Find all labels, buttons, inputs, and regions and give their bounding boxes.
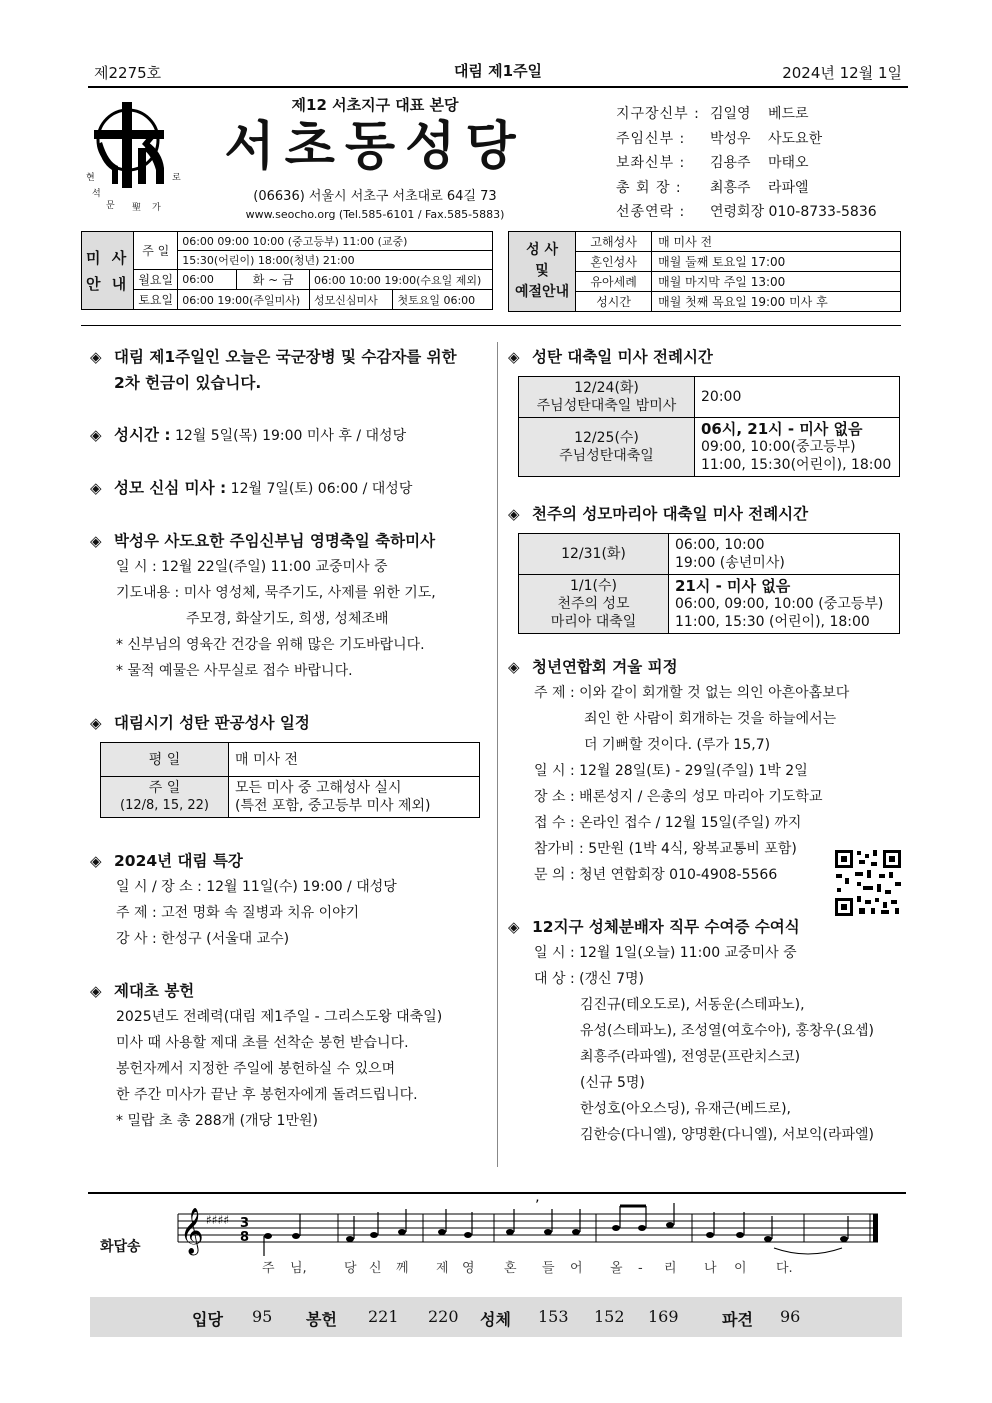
notice-heading: ◈ 제대초 봉헌 [90,978,490,1004]
communion-hymn: 152 [594,1307,625,1326]
logo-char: 석 [92,189,101,199]
hymn-numbers-bar [90,1297,902,1337]
lyric-syllable: 당 [344,1261,357,1276]
notice-line: 일 시 : 12월 1일(오늘) 11:00 교중미사 중 [534,945,797,961]
offertory-hymn: 221 [368,1307,399,1326]
entrance-label: 입당 [192,1310,223,1329]
sunday-times-2: 15:30(어린이) 18:00(청년) 21:00 [178,251,493,270]
weekday-times: 06:00 10:00 19:00(수요일 제외) [309,270,492,290]
notice-line: 일 시 : 12월 22일(주일) 11:00 교중미사 중 [116,559,388,575]
offertory-hymn: 220 [428,1307,459,1326]
diamond-icon: ◈ [90,982,102,1000]
notice-line: 유성(스테파노), 조성열(여호수아), 홍창우(요셉) [580,1023,875,1039]
sacrament-time: 매월 첫째 목요일 19:00 미사 후 [652,292,901,312]
notice-line: 더 기뻐할 것이다. (루가 15,7) [584,737,771,753]
weekday-label: 화 ~ 금 [237,270,310,290]
notice-heading: ◈ 2024년 대림 특강 [90,848,490,874]
sacrament-time: 매월 마지막 주일 13:00 [652,272,901,292]
recessional-label: 파견 [722,1310,753,1329]
first-saturday-times: 첫토요일 06:00 [393,290,493,310]
svg-text:𝄞: 𝄞 [180,1208,204,1254]
notice-line: 최흥주(라파엘), 전영문(프란치스코) [580,1049,801,1065]
diamond-icon: ◈ [90,426,102,444]
sunday-times-1: 06:00 09:00 10:00 (중고등부) 11:00 (교중) [178,232,493,251]
notice-line: 주모경, 화살기도, 희생, 성체조배 [186,611,389,627]
notice-line: 김진규(테오도로), 서동운(스테파노), [580,997,805,1013]
notice-line: 기도내용 : 미사 영성체, 묵주기도, 사제를 위한 기도, [116,585,436,601]
sacrament-name: 유아세례 [576,272,652,292]
header-title-block [200,94,550,221]
lyric-syllable: 나 [704,1261,717,1276]
diamond-icon: ◈ [90,714,102,732]
sacrament-table [508,231,901,312]
notice-heading: ◈ 대림 제1주일인 오늘은 국군장병 및 수감자를 위한 2차 헌금이 있습니다. [90,344,490,396]
lyric-syllable: 혼 [504,1261,517,1276]
diamond-icon: ◈ [90,852,102,870]
church-logo [86,96,192,216]
sacrament-header: 성 사 및 예절안내 [509,232,576,312]
lyric-syllable: - [638,1261,643,1276]
lyric-syllable: 리 [664,1261,677,1276]
lyric-syllable: 올 [610,1261,623,1276]
notice-heading: ◈ 천주의 성모마리아 대축일 미사 전례시간 [508,501,903,527]
staff-list [616,102,877,225]
mary-mass-table: 12/31(화) 06:00, 10:00 19:00 (송년미사) 1/1(수) 천주의 성모 마리아 대축일 21시 - 미사 없음 06:00, 09:00, 10:00 (중고등부) 11:00, 15:30 (어린이), 18:00 [518,533,900,634]
section-divider [81,325,901,326]
logo-char: 현 [86,173,95,183]
saturday-times: 06:00 19:00(주일미사) [178,290,310,310]
svg-text:8: 8 [240,1230,250,1245]
lyric-syllable: 영 [462,1261,475,1276]
notice-line: 주 제 : 이와 같이 회개할 것 없는 의인 아흔아홉보다 [534,685,850,701]
offertory-label: 봉헌 [306,1310,337,1329]
entrance-hymn: 95 [252,1307,273,1326]
monday-label: 월요일 [134,270,178,290]
staff-row: 지구장신부 : 김일영 베드로 [616,106,809,122]
notice-line: 참가비 : 5만원 (1박 4식, 왕복교통비 포함) [534,841,797,857]
lyric-syllable: 어 [570,1261,583,1276]
mass-header: 미 사 안 내 [82,232,134,310]
notice-line: 미사 때 사용할 제대 초를 선착순 봉헌 받습니다. [116,1035,409,1051]
notice-line: * 신부님의 영육간 건강을 위해 많은 기도바랍니다. [116,637,425,653]
marian-mass-label: 성모신심미사 [309,290,392,310]
deanery-subtitle: 제12 서초지구 대표 본당 [291,96,459,114]
communion-hymn: 169 [648,1307,679,1326]
notice-heading: ◈ 성탄 대축일 미사 전례시간 [508,344,903,370]
saturday-label: 토요일 [134,290,178,310]
notice-line: 한성호(아오스딩), 유재근(베드로), [580,1101,792,1117]
sunday-label: 주 일 [134,232,178,270]
lyric-syllable: 신 [369,1261,382,1276]
notice-line: 주 제 : 고전 명화 속 질병과 치유 이야기 [116,905,360,921]
notice-heading: ◈ 대림시기 성탄 판공성사 일정 [90,710,490,736]
notice-line: (신규 5명) [580,1075,645,1091]
top-bar [88,58,908,88]
staff-row: 보좌신부 : 김용주 마태오 [616,155,809,171]
notice-line: 접 수 : 온라인 접수 / 12월 15일(주일) 까지 [534,815,802,831]
recessional-hymn: 96 [780,1307,801,1326]
notice-line: 김한승(다니엘), 양명환(다니엘), 서보익(라파엘) [580,1127,875,1143]
diamond-icon: ◈ [508,348,520,366]
notice-line: 장 소 : 배론성지 / 은총의 성모 마리아 기도학교 [534,789,823,805]
psalm-score [88,1192,906,1282]
church-contact: www.seocho.org (Tel.585-6101 / Fax.585-5883) [245,208,505,221]
church-address: (06636) 서울시 서초구 서초대로 64길 73 [253,189,497,204]
notice-line: 문 의 : 청년 연합회장 010-4908-5566 [534,867,778,883]
monday-times: 06:00 [178,270,237,290]
notice-line: 한 주간 미사가 끝난 후 봉헌자에게 돌려드립니다. [116,1087,418,1103]
notice-heading: ◈ 박성우 사도요한 주임신부님 영명축일 축하미사 [90,528,490,554]
notice-line: * 밀랍 초 총 288개 (개당 1만원) [116,1113,318,1129]
diamond-icon: ◈ [508,918,520,936]
left-column [90,344,490,1134]
communion-hymn: 153 [538,1307,569,1326]
qr-code-icon[interactable] [833,848,903,918]
christmas-mass-table: 12/24(화) 주님성탄대축일 밤미사 20:00 12/25(수) 주님성탄대축일 06시, 21시 - 미사 없음 09:00, 10:00(중고등부) 11:00, 15:30(어린이), 18:00 [518,376,900,477]
notice-line: 2025년도 전례력(대림 제1주일 - 그리스도왕 대축일) [116,1009,443,1025]
lyric-syllable: 주 [262,1261,275,1276]
logo-char: 가 [152,203,161,213]
notice-line: * 물적 예물은 사무실로 접수 바랍니다. [116,663,353,679]
logo-char: 문 [106,201,115,211]
notice-line: 봉헌자께서 지정한 주일에 봉헌하실 수 있으며 [116,1061,396,1077]
confession-table: 평 일 매 미사 전 주 일 (12/8, 15, 22) 모든 미사 중 고해성사 실시 (특전 포함, 중고등부 미사 제외) [100,742,480,818]
sacrament-name: 성시간 [576,292,652,312]
diamond-icon: ◈ [508,658,520,676]
staff-row: 선종연락 : 연령회장 010-8733-5836 [616,204,877,220]
notice-marian-mass: ◈ 성모 신심 미사 : 12월 7일(토) 06:00 / 대성당 [90,475,490,502]
logo-char: 로 [172,173,181,183]
notice-line: 일 시 / 장 소 : 12월 11일(수) 19:00 / 대성당 [116,879,397,895]
svg-text:♯♯♯♯: ♯♯♯♯ [206,1213,230,1227]
mass-schedule-table [81,231,493,310]
notice-heading: ◈ 청년연합회 겨울 피정 [508,654,903,680]
lyric-syllable: 들 [542,1261,555,1276]
notice-heading: ◈ 12지구 성체분배자 직무 수여증 수여식 [508,914,903,940]
diamond-icon: ◈ [90,348,102,366]
sacrament-time: 매 미사 전 [652,232,901,252]
diamond-icon: ◈ [90,479,102,497]
right-column [508,344,903,1148]
staff-row: 총 회 장 : 최흥주 라파엘 [616,179,809,196]
lyric-syllable: 께 [396,1261,409,1276]
lyric-syllable: 제 [436,1261,449,1276]
notice-line: 강 사 : 한성구 (서울대 교수) [116,931,290,947]
lyric-syllable: 다. [776,1261,793,1276]
svg-text:’: ’ [535,1198,540,1214]
liturgical-sunday: 대림 제1주일 [453,62,543,80]
svg-text:3: 3 [240,1216,250,1231]
staff-row: 주임신부 : 박성우 사도요한 [616,130,823,147]
lyric-syllable: 이 [734,1261,747,1276]
communion-label: 성체 [480,1310,511,1329]
notice-holy-hour: ◈ 성시간 : 12월 5일(목) 19:00 미사 후 / 대성당 [90,422,490,449]
sacrament-name: 고해성사 [576,232,652,252]
lyric-syllable: 님, [290,1261,307,1276]
issue-date: 2024년 12월 1일 [782,64,902,82]
psalm-label: 화답송 [100,1239,141,1255]
church-name: 서초동성당 [224,117,526,177]
diamond-icon: ◈ [508,505,520,523]
column-divider [497,342,498,1167]
diamond-icon: ◈ [90,532,102,550]
sacrament-name: 혼인성사 [576,252,652,272]
notice-line: 죄인 한 사람이 회개하는 것을 하늘에서는 [584,711,837,727]
sacrament-time: 매월 둘째 토요일 17:00 [652,252,901,272]
notice-line: 일 시 : 12월 28일(토) - 29일(주일) 1박 2일 [534,763,808,779]
issue-number: 제2275호 [94,64,162,82]
logo-char: 聖 [132,203,142,213]
notice-line: 대 상 : (갱신 7명) [534,971,644,987]
